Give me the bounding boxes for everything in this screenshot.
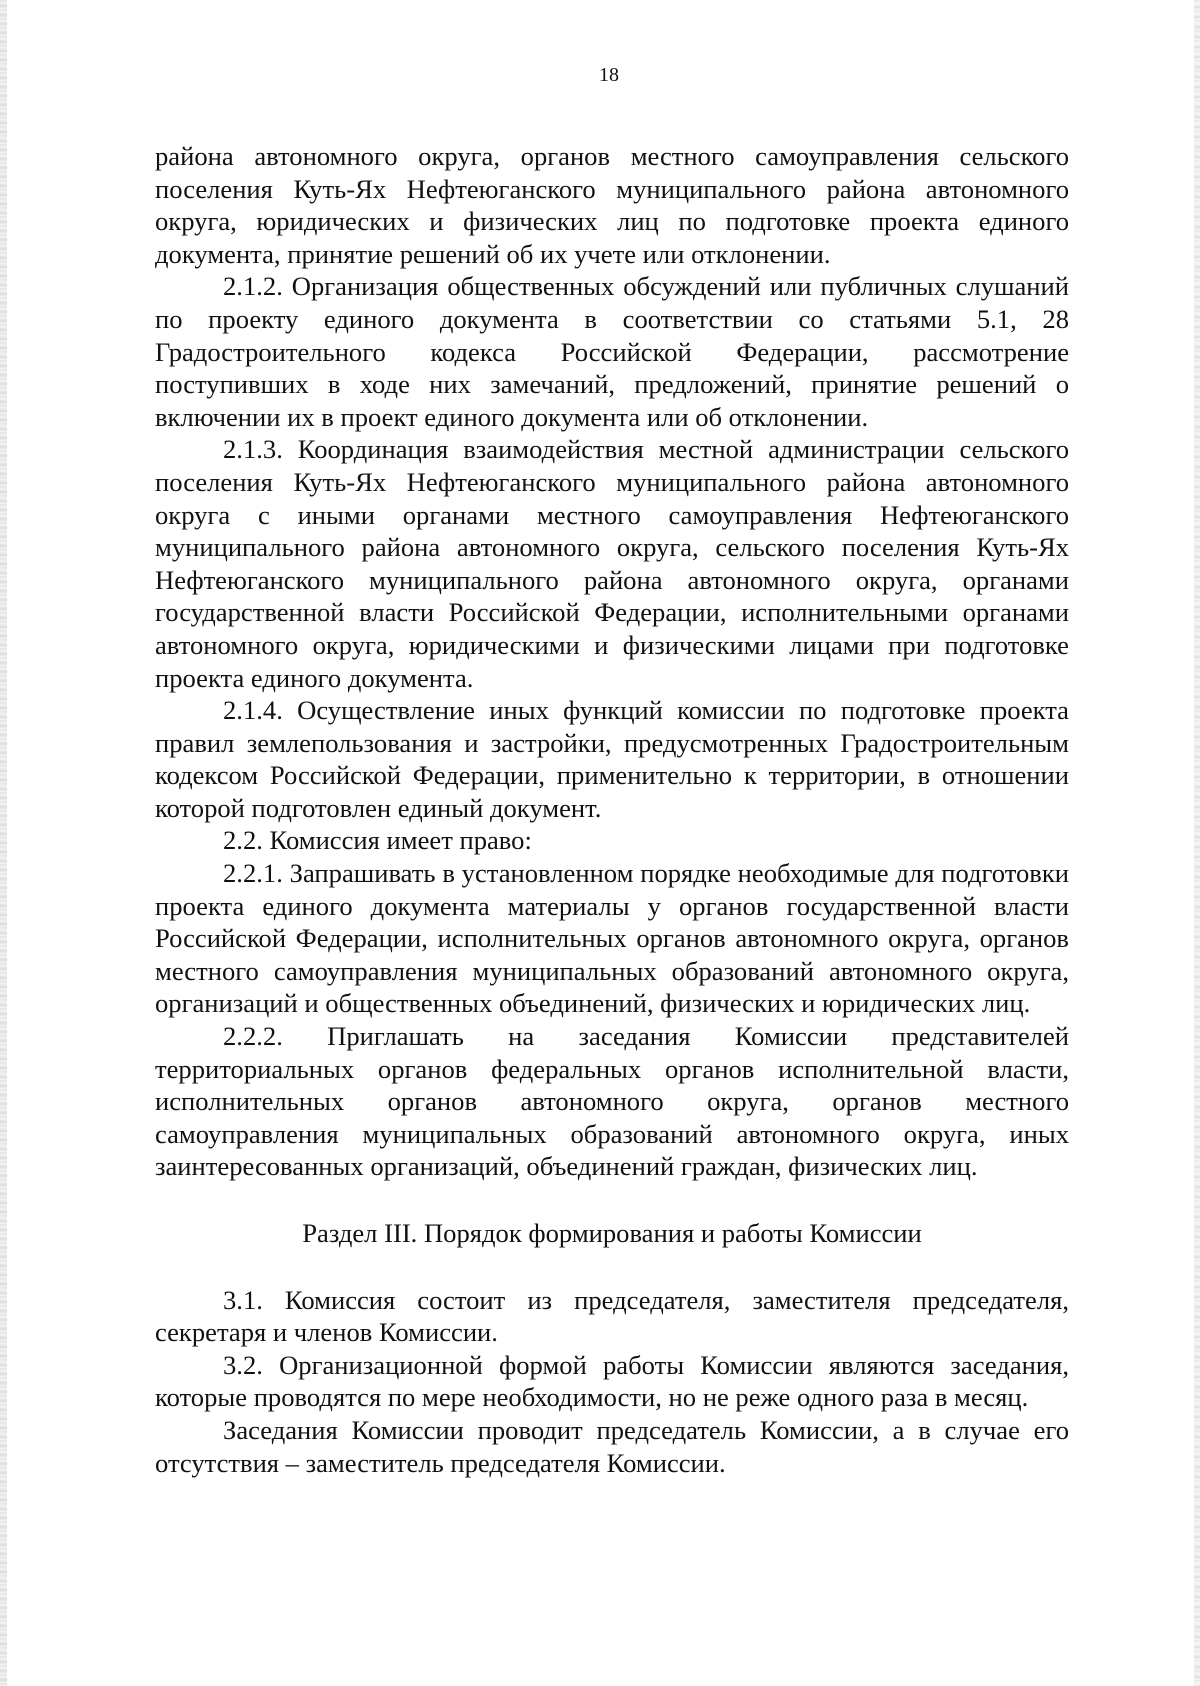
paragraph-2-2-1: 2.2.1. Запрашивать в установленном порядке необходимые для подготовки проекта единого документа материалы у органов государственной власти Российской Федерации, исполнительных органов автономного округа, органов местного самоуправления муниципальных образований автономного округа, организаций и общественных объединений, физических и юридических лиц. [155, 858, 1069, 1019]
scan-edge-right [1194, 0, 1200, 1686]
paragraph-3-1: 3.1. Комиссия состоит из председателя, заместителя председателя, секретаря и членов Комиссии. [155, 1284, 1069, 1348]
document-body [155, 140, 1069, 1479]
paragraph-3-2: 3.2. Организационной формой работы Комиссии являются заседания, которые проводятся по мере необходимости, но не реже одного раза в месяц. [155, 1349, 1069, 1413]
paragraph-2-1-2: 2.1.2. Организация общественных обсуждений или публичных слушаний по проекту единого документа в соответствии со статьями 5.1, 28 Градостроительного кодекса Российской Федерации, рассмотрение поступивших в ходе них замечаний, предложений, принятие решений о включении их в проект единого документа или об отклонении. [155, 271, 1069, 432]
paragraph-continuation: района автономного округа, органов местного самоуправления сельского поселения Куть-Ях Нефтеюганского муниципального района автономного округа, юридических и физических лиц по подготовке проекта единого документа, принятие решений об их учете или отклонении. [155, 141, 1069, 269]
paragraph-2-1-4: 2.1.4. Осуществление иных функций комиссии по подготовке проекта правил землепользования и застройки, предусмотренных Градостроительным кодексом Российской Федерации, применительно к территории, в отношении которой подготовлен единый документ. [155, 695, 1069, 823]
page-number: 18 [599, 64, 619, 86]
paragraph-2-1-3: 2.1.3. Координация взаимодействия местной администрации сельского поселения Куть-Ях Нефтеюганского муниципального района автономного округа с иными органами местного самоуправления Нефтеюганского муниципального района автономного округа, сельского поселения Куть-Ях Нефтеюганского муниципального района автономного округа, органами государственной власти Российской Федерации, исполнительными органами автономного округа, юридическими и физическими лицами при подготовке проекта единого документа. [155, 434, 1069, 693]
scan-edge-left [0, 0, 7, 1686]
paragraph-2-2-2: 2.2.2. Приглашать на заседания Комиссии представителей территориальных органов федеральных органов исполнительной власти, исполнительных органов автономного округа, органов местного самоуправления муниципальных образований автономного округа, иных заинтересованных организаций, объединений граждан, физических лиц. [155, 1021, 1069, 1182]
paragraph-3-2-continued: Заседания Комиссии проводит председатель Комиссии, а в случае его отсутствия – заместитель председателя Комиссии. [155, 1414, 1069, 1478]
section-heading: Раздел III. Порядок формирования и работы Комиссии [302, 1218, 922, 1248]
paragraph-2-2: 2.2. Комиссия имеет право: [223, 825, 532, 856]
